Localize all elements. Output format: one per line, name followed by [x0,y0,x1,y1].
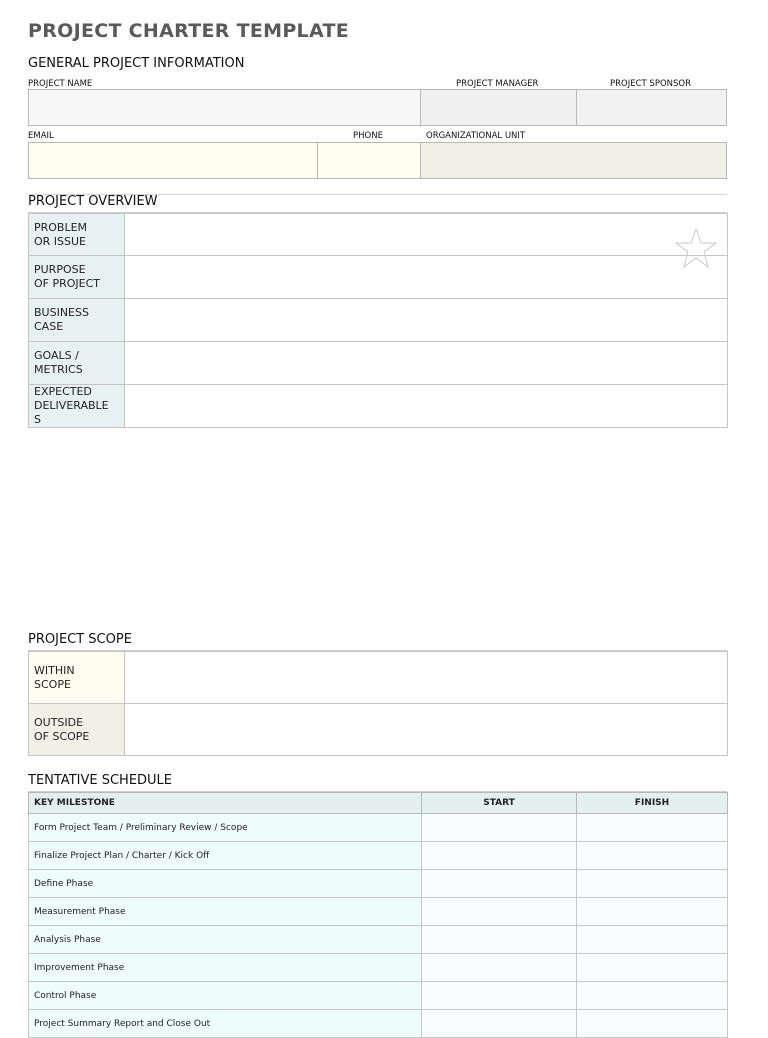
milestone-cell: Analysis Phase [29,926,422,954]
finish-cell[interactable] [577,814,728,842]
scope-row-value[interactable] [125,704,728,756]
email-field[interactable] [28,142,318,179]
start-cell[interactable] [422,926,577,954]
overview-row [29,342,728,385]
overview-row [29,385,728,428]
overview-row [29,214,728,256]
scope-row-value[interactable] [125,652,728,704]
overview-row-label: PURPOSE OF PROJECT [29,256,125,299]
phone-field[interactable] [317,142,421,179]
project-manager-label: PROJECT MANAGER [456,79,539,89]
finish-cell[interactable] [577,842,728,870]
project-sponsor-field[interactable] [576,89,727,126]
start-cell[interactable] [422,982,577,1010]
column-header-finish: FINISH [577,793,728,814]
overview-row-label: PROBLEM OR ISSUE [29,214,125,256]
finish-cell[interactable] [577,982,728,1010]
project-name-label: PROJECT NAME [28,79,93,89]
finish-cell[interactable] [577,926,728,954]
start-cell[interactable] [422,814,577,842]
milestone-cell: Finalize Project Plan / Charter / Kick Off [29,842,422,870]
org-unit-field[interactable] [420,142,727,179]
finish-cell[interactable] [577,954,728,982]
phone-label: PHONE [353,131,383,141]
table-row [29,870,728,898]
overview-row-value[interactable] [125,299,728,342]
milestone-cell: Project Summary Report and Close Out [29,1010,422,1038]
milestone-cell: Control Phase [29,982,422,1010]
column-header-milestone: KEY MILESTONE [29,793,422,814]
page-title: PROJECT CHARTER TEMPLATE [28,20,350,42]
overview-row [29,299,728,342]
org-unit-label: ORGANIZATIONAL UNIT [426,131,526,141]
table-row [29,982,728,1010]
table-row [29,898,728,926]
project-manager-field[interactable] [420,89,577,126]
start-cell[interactable] [422,898,577,926]
finish-cell[interactable] [577,870,728,898]
scope-heading: PROJECT SCOPE [28,632,132,647]
email-label: EMAIL [28,131,54,141]
schedule-table [28,792,728,1038]
overview-row-value[interactable] [125,256,728,299]
table-row [29,954,728,982]
schedule-heading: TENTATIVE SCHEDULE [28,773,173,788]
column-header-start: START [422,793,577,814]
overview-row [29,256,728,299]
star-outline-icon [675,228,717,268]
overview-row-label: BUSINESS CASE [29,299,125,342]
scope-table [28,651,728,756]
start-cell[interactable] [422,842,577,870]
start-cell[interactable] [422,870,577,898]
overview-row-value[interactable] [125,214,728,256]
overview-row-label: GOALS / METRICS [29,342,125,385]
table-row [29,926,728,954]
scope-row-label: OUTSIDE OF SCOPE [29,704,125,756]
scope-row [29,652,728,704]
project-name-field[interactable] [28,89,421,126]
start-cell[interactable] [422,954,577,982]
overview-heading: PROJECT OVERVIEW [28,194,158,209]
general-info-heading: GENERAL PROJECT INFORMATION [28,56,245,71]
milestone-cell: Define Phase [29,870,422,898]
finish-cell[interactable] [577,898,728,926]
scope-row [29,704,728,756]
milestone-cell: Improvement Phase [29,954,422,982]
milestone-cell: Measurement Phase [29,898,422,926]
project-sponsor-label: PROJECT SPONSOR [610,79,691,89]
table-row [29,814,728,842]
scope-row-label: WITHIN SCOPE [29,652,125,704]
overview-row-value[interactable] [125,385,728,428]
overview-table [28,213,728,428]
table-row [29,842,728,870]
milestone-cell: Form Project Team / Preliminary Review / Scope [29,814,422,842]
overview-row-value[interactable] [125,342,728,385]
overview-row-label: EXPECTED DELIVERABLE S [29,385,125,428]
